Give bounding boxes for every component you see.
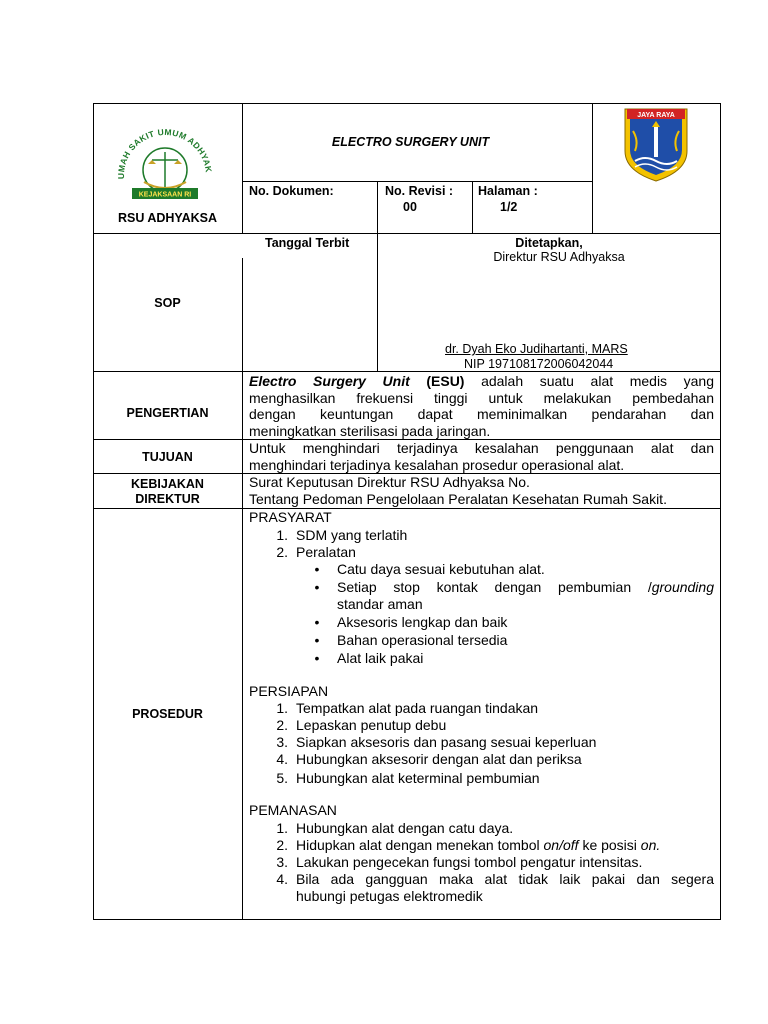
- tujuan-text: [249, 440, 714, 473]
- pemanasan-heading: PEMANASAN: [249, 802, 337, 818]
- list-item: [270, 871, 714, 905]
- on-word: on.: [640, 837, 661, 853]
- signatory-nip: NIP 197108172006042044: [464, 357, 614, 371]
- pengertian-line-4: meningkatkan sterilisasi pada jaringan.: [249, 422, 491, 439]
- kebijakan-line-2: Tentang Pedoman Pengelolaan Peralatan Kesehatan Rumah Sakit.: [249, 490, 667, 507]
- list-number: 4.: [276, 871, 288, 887]
- table-border-right: [720, 103, 721, 920]
- pemanasan-item-4-line-1: Bila ada gangguan maka alat tidak laik pakai dan segera: [296, 871, 714, 887]
- kebijakan-text: [249, 474, 719, 507]
- hospital-name: RSU ADHYAKSA: [117, 211, 218, 225]
- pengertian-term: Electro Surgery Unit: [249, 373, 410, 389]
- direktur-title: Direktur RSU Adhyaksa: [493, 250, 625, 264]
- peralatan-bullet-3: Aksesoris lengkap dan baik: [337, 614, 508, 630]
- persiapan-item-1: Tempatkan alat pada ruangan tindakan: [296, 700, 539, 716]
- pengertian-line-2: menghasilkan frekuensi tinggi untuk melakukan pembedahan: [249, 389, 714, 406]
- logo-ribbon-text: KEJAKSAAN RI: [138, 191, 192, 199]
- bullet-icon: •: [314, 579, 320, 595]
- sop-date-divider: [242, 258, 243, 371]
- list-item: [312, 579, 714, 613]
- peralatan-bullet-5: Alat laik pakai: [337, 650, 424, 666]
- list-number: 3.: [276, 734, 288, 750]
- prosedur-label: PROSEDUR: [132, 707, 203, 721]
- peralatan-bullet-2: [337, 579, 714, 596]
- no-revisi-label: No. Revisi :: [385, 184, 454, 198]
- no-dokumen-label: No. Dokumen:: [249, 184, 334, 198]
- peralatan-bullet-1: Catu daya sesuai kebutuhan alat.: [337, 561, 545, 577]
- onoff-word: on/off: [543, 837, 579, 853]
- hospital-logo: [110, 124, 220, 206]
- list-number: 1.: [276, 700, 288, 716]
- bullet-icon: •: [314, 632, 320, 648]
- logo-arc-text: UMAH SAKIT UMUM ADHYAK: [115, 126, 214, 180]
- pengertian-line-1-rest: adalah suatu alat medis yang: [481, 373, 714, 389]
- kebijakan-label-line-1: KEBIJAKAN: [131, 477, 204, 491]
- tujuan-line-2: menghindari terjadinya kesalahan prosedur operasional alat.: [249, 456, 625, 473]
- persiapan-item-4: Hubungkan aksesorir dengan alat dan periksa: [296, 751, 582, 767]
- table-border-bottom: [93, 919, 721, 920]
- prasyarat-item-2: Peralatan: [296, 544, 356, 560]
- list-number: 2.: [276, 837, 288, 853]
- pengertian-line-1: [249, 373, 714, 390]
- svg-text:RUMAH SAKIT UMUM ADHYAKSA: [110, 124, 214, 179]
- signatory-name: dr. Dyah Eko Judihartanti, MARS: [445, 342, 628, 356]
- prasyarat-heading: PRASYARAT: [249, 509, 332, 525]
- halaman-value: 1/2: [500, 200, 518, 214]
- peralatan-bullet-2-cont: standar aman: [337, 596, 423, 612]
- list-number: 1.: [276, 527, 288, 543]
- ditetapkan-label: Ditetapkan,: [515, 236, 583, 250]
- persiapan-item-3: Siapkan aksesoris dan pasang sesuai keperluan: [296, 734, 597, 750]
- list-number: 4.: [276, 751, 288, 767]
- halaman-label: Halaman :: [478, 184, 538, 198]
- list-number: 3.: [276, 854, 288, 870]
- persiapan-item-2: Lepaskan penutup debu: [296, 717, 447, 733]
- header-halaman-divider: [472, 181, 473, 233]
- bullet-icon: •: [314, 650, 320, 666]
- peralatan-bullet-2-text: Setiap stop kontak dengan pembumian /: [337, 579, 652, 595]
- pengertian-text: [249, 373, 714, 439]
- tanggal-terbit-label: Tanggal Terbit: [265, 236, 350, 250]
- pemanasan-item-2-pre: Hidupkan alat dengan menekan tombol: [296, 837, 540, 853]
- pengertian-abbr: (ESU): [426, 373, 465, 389]
- kebijakan-label-line-2: DIREKTUR: [135, 492, 200, 506]
- list-number: 5.: [276, 770, 288, 786]
- header-revisi-divider: [377, 181, 378, 233]
- bullet-icon: •: [314, 614, 320, 630]
- pengertian-line-3: dengan keuntungan dapat meminimalkan pendarahan dan: [249, 406, 714, 422]
- jakarta-crest: [621, 105, 691, 183]
- header-title-divider: [243, 181, 593, 182]
- pemanasan-item-3: Lakukan pengecekan fungsi tombol pengatur intensitas.: [296, 854, 643, 870]
- pengertian-label: PENGERTIAN: [126, 406, 209, 420]
- list-number: 2.: [276, 717, 288, 733]
- list-number: 1.: [276, 820, 288, 836]
- row-divider-sop: [93, 371, 721, 372]
- column-divider-label-lower: [242, 371, 243, 919]
- pemanasan-item-2-mid: ke posisi: [582, 837, 637, 853]
- crest-banner-text: JAYA RAYA: [637, 112, 675, 119]
- pemanasan-item-2: [296, 837, 660, 854]
- sop-label: SOP: [154, 296, 181, 310]
- tujuan-label: TUJUAN: [142, 450, 193, 464]
- table-border-top: [93, 103, 721, 104]
- row-divider-kebijakan: [93, 508, 721, 509]
- tujuan-line-1: Untuk menghindari terjadinya kesalahan penggunaan alat dan: [249, 440, 714, 456]
- prasyarat-item-1: SDM yang terlatih: [296, 527, 408, 543]
- bullet-icon: •: [314, 561, 320, 577]
- peralatan-bullet-4: Bahan operasional tersedia: [337, 632, 508, 648]
- table-border-left: [93, 103, 94, 920]
- kebijakan-line-1: Surat Keputusan Direktur RSU Adhyaksa No.: [249, 474, 530, 490]
- no-revisi-value: 00: [403, 200, 417, 214]
- list-number: 2.: [276, 544, 288, 560]
- header-crest-divider: [592, 103, 593, 233]
- row-divider-header: [93, 233, 721, 234]
- column-divider-label: [242, 103, 243, 233]
- pemanasan-item-4-line-2: hubungi petugas elektromedik: [296, 888, 483, 904]
- pemanasan-item-1: Hubungkan alat dengan catu daya.: [296, 820, 514, 836]
- persiapan-heading: PERSIAPAN: [249, 683, 329, 699]
- grounding-word: grounding: [651, 579, 714, 595]
- persiapan-item-5: Hubungkan alat keterminal pembumian: [296, 770, 540, 786]
- document-title: ELECTRO SURGERY UNIT: [331, 135, 490, 149]
